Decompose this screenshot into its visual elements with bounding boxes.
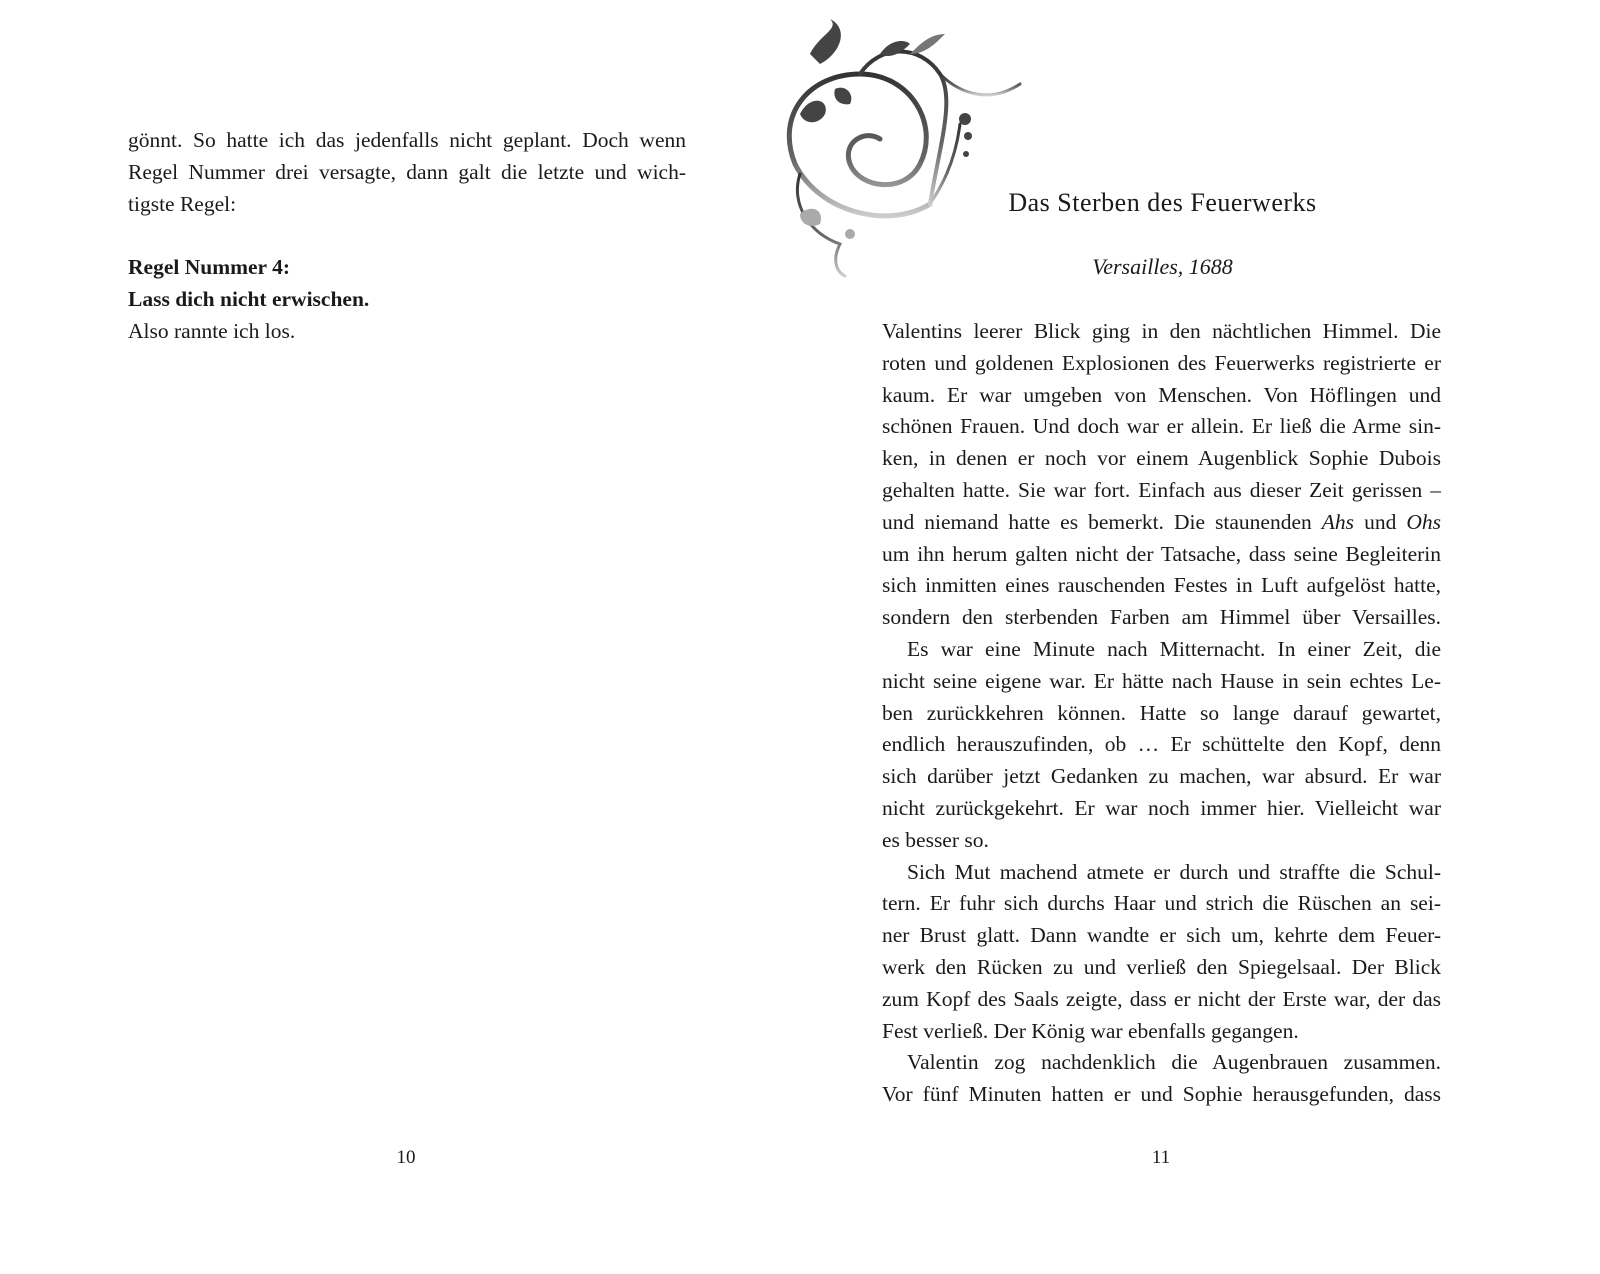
- text-span: endlich herauszufinden, ob … Er schüttelte den Kopf, denn: [882, 732, 1441, 757]
- text-span: zum Kopf des Saals zeigte, dass er nicht der Erste war, der das: [882, 986, 1441, 1011]
- text-line: [882, 318, 1441, 344]
- text-line: [882, 413, 1441, 439]
- text-span: ben zurückkehren können. Hatte so lange darauf gewartet,: [882, 700, 1441, 725]
- text-span: sich inmitten eines rauschenden Festes in Luft aufgelöst hatte,: [882, 573, 1441, 598]
- text-line: [882, 668, 1441, 694]
- text-span: ken, in denen er noch vor einem Augenblick Sophie Dubois: [882, 446, 1441, 471]
- text-span: schönen Frauen. Und doch war er allein. Er ließ die Arme sin-: [882, 414, 1441, 439]
- text-span: Also rannte ich los.: [128, 318, 296, 343]
- page-number-right: 11: [1151, 1147, 1171, 1168]
- text-line: [882, 382, 1441, 408]
- text-span: gehalten hatte. Sie war fort. Einfach aus dieser Zeit gerissen –: [882, 478, 1441, 502]
- bold-text: Regel Nummer 4:: [128, 255, 290, 280]
- text-line: [882, 1081, 1441, 1107]
- text-line: [882, 986, 1441, 1012]
- text-span: und: [1354, 509, 1407, 534]
- text-line: [882, 731, 1441, 757]
- text-line: [882, 922, 1441, 948]
- bold-text: Lass dich nicht erwischen.: [128, 287, 370, 311]
- text-line: [882, 827, 1441, 853]
- text-span: ner Brust glatt. Dann wandte er sich um, kehrte dem Feuer-: [882, 923, 1441, 948]
- text-span: Valentin zog nachdenklich die Augenbrauen zusammen.: [907, 1050, 1441, 1075]
- text-span: roten und goldenen Explosionen des Feuerwerks registrierte er: [882, 350, 1441, 375]
- text-span: Regel Nummer drei versagte, dann galt die letzte und wich-: [128, 159, 686, 184]
- text-line: [882, 700, 1441, 726]
- chapter-title: Das Sterben des Feuerwerks: [1008, 188, 1317, 217]
- text-span: werk den Rücken zu und verließ den Spiegelsaal. Der Blick: [882, 955, 1441, 979]
- text-span: es besser so.: [882, 827, 989, 852]
- floral-flourish-icon: [780, 14, 1030, 284]
- text-span: kaum. Er war umgeben von Menschen. Von Höflingen und: [882, 382, 1441, 407]
- text-line: [882, 763, 1441, 789]
- text-line: [882, 350, 1441, 376]
- text-line: [882, 477, 1441, 503]
- text-span: Es war eine Minute nach Mitternacht. In einer Zeit, die: [907, 637, 1441, 661]
- text-line: [907, 859, 1441, 885]
- text-span: Valentins leerer Blick ging in den nächtlichen Himmel. Die: [882, 319, 1441, 343]
- text-span: gönnt. So hatte ich das jedenfalls nicht geplant. Doch wenn: [128, 128, 686, 152]
- chapter-subtitle: Versailles, 1688: [1092, 254, 1233, 279]
- italic-text: Ohs: [1406, 509, 1441, 534]
- text-line: [907, 1049, 1441, 1075]
- text-line: [882, 509, 1441, 535]
- text-span: sondern den sterbenden Farben am Himmel über Versailles.: [882, 605, 1441, 630]
- text-line: [882, 541, 1441, 567]
- text-span: und niemand hatte es bemerkt. Die staunenden: [882, 509, 1322, 534]
- text-span: Vor fünf Minuten hatten er und Sophie herausgefunden, dass: [882, 1082, 1441, 1107]
- page-number-left: 10: [396, 1147, 416, 1168]
- text-span: tern. Er fuhr sich durchs Haar und strich die Rüschen an sei-: [882, 891, 1441, 916]
- text-span: tigste Regel:: [128, 191, 237, 216]
- text-span: nicht zurückgekehrt. Er war noch immer hier. Vielleicht war: [882, 796, 1441, 820]
- text-span: Fest verließ. Der König war ebenfalls gegangen.: [882, 1018, 1299, 1043]
- text-span: sich darüber jetzt Gedanken zu machen, war absurd. Er war: [882, 764, 1441, 789]
- text-span: um ihn herum galten nicht der Tatsache, dass seine Begleiterin: [882, 541, 1441, 566]
- text-line: [882, 954, 1441, 980]
- text-line: [882, 795, 1441, 821]
- text-line: [882, 1018, 1441, 1044]
- italic-text: Ahs: [1321, 509, 1355, 534]
- text-line: [907, 636, 1441, 662]
- text-span: nicht seine eigene war. Er hätte nach Hause in sein echtes Le-: [882, 668, 1441, 693]
- text-line: [882, 604, 1441, 630]
- text-line: [882, 572, 1441, 598]
- text-line: [882, 890, 1441, 916]
- text-line: [882, 445, 1441, 471]
- text-span: Sich Mut machend atmete er durch und straffte die Schul-: [907, 859, 1441, 884]
